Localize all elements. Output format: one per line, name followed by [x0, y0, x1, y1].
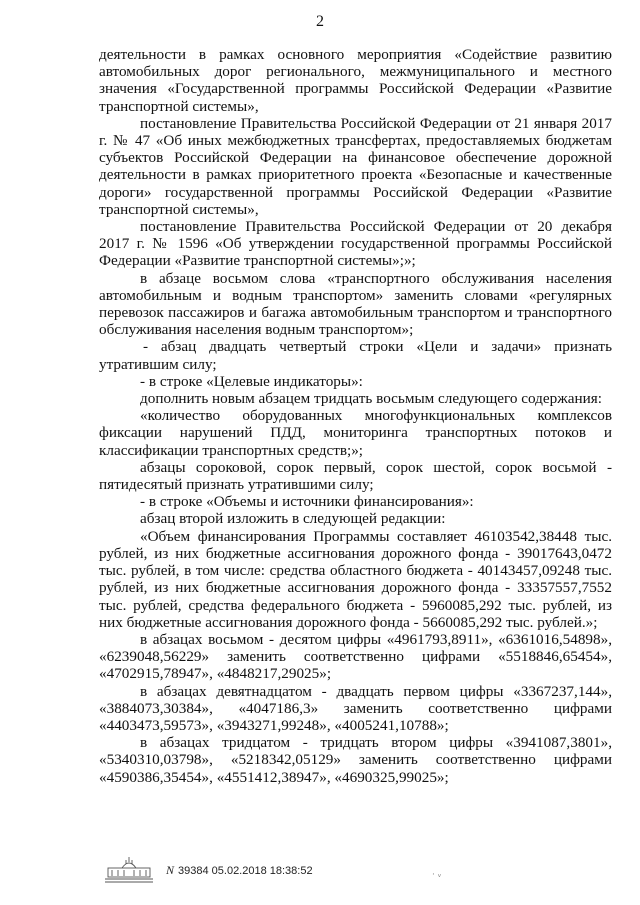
- registration-mark: N: [166, 863, 175, 877]
- registry-stamp-icon: [100, 854, 158, 884]
- paragraph: в абзацах девятнадцатом - двадцать первом цифры «3367237,144», «3884073,30384», «4047186,3» заменить соответственно цифрами «4403473,59573», «3943271,99248», «4005241,10788»;: [99, 682, 612, 734]
- paragraph: постановление Правительства Российской Федерации от 20 декабря 2017 г. № 1596 «Об утверждении государственной программы Российской Федерации «Развитие транспортной системы»;»;: [99, 218, 612, 270]
- document-footer: [100, 854, 520, 884]
- paragraph: в абзацах восьмом - десятом цифры «4961793,8911», «6361016,54898», «6239048,56229» заменить соответственно цифрами «5518846,65454», «4702915,78947», «4848217,29025»;: [99, 630, 612, 683]
- paragraph: «Объем финансирования Программы составляет 46103542,38448 тыс. рублей, из них бюджетные ассигнования дорожного фонда - 39017643,0472 тыс. рублей, в том числе: средства областного бюджета - 40143457,09248 тыс. рублей, из них бюджетные ассигнования дорожного фонда - 33357557,7552 тыс. рублей, средства федерального бюджета - 5960085,292 тыс. рублей, из них бюджетные ассигнования дорожного фонда - 5660085,292 тыс. рублей.»;: [99, 527, 612, 631]
- registration-number-date: 39384 05.02.2018 18:38:52: [178, 865, 313, 877]
- paragraph: «количество оборудованных многофункциональных комплексов фиксации нарушений ПДД, мониторинга транспортных потоков и классификации транспортных средств;»;: [99, 407, 612, 459]
- paragraph: деятельности в рамках основного мероприятия «Содействие развитию автомобильных дорог регионального, межмуниципального и местного значения «Государственной программы Российской Федерации «Развитие транспортной системы»,: [99, 46, 612, 115]
- page-number: 2: [316, 13, 324, 30]
- document-body: [99, 46, 612, 786]
- paragraph: дополнить новым абзацем тридцать восьмым следующего содержания:: [140, 390, 602, 408]
- registration-info: [166, 863, 313, 878]
- paragraph: в абзаце восьмом слова «транспортного обслуживания населения автомобильным и водным транспортом» заменить словами «регулярных перевозок пассажиров и багажа автомобильным транспортом и транспортного обслуживания населения водным транспортом»;: [99, 269, 612, 339]
- paragraph: - в строке «Объемы и источники финансирования»:: [140, 493, 474, 511]
- paragraph: абзац второй изложить в следующей редакции:: [140, 510, 446, 528]
- paragraph: в абзацах тридцатом - тридцать втором цифры «3941087,3801», «5340310,03798», «5218342,05129» заменить соответственно цифрами «4590386,35454», «4551412,38947», «4690325,99025»;: [99, 734, 612, 786]
- paragraph: абзацы сороковой, сорок первый, сорок шестой, сорок восьмой - пятидесятый признать утратившими силу;: [99, 458, 612, 494]
- paragraph: - в строке «Целевые индикаторы»:: [140, 372, 363, 390]
- paragraph: - абзац двадцать четвертый строки «Цели и задачи» признать утратившим силу;: [99, 338, 612, 373]
- scan-speck-icon: · ᵥ: [432, 870, 442, 880]
- paragraph: постановление Правительства Российской Федерации от 21 января 2017 г. № 47 «Об иных межбюджетных трансфертах, предоставляемых бюджетам субъектов Российской Федерации на финансовое обеспечение дорожной деятельности в рамках приоритетного проекта «Безопасные и качественные дороги» государственной программы Российской Федерации «Развитие транспортной системы»,: [99, 114, 612, 218]
